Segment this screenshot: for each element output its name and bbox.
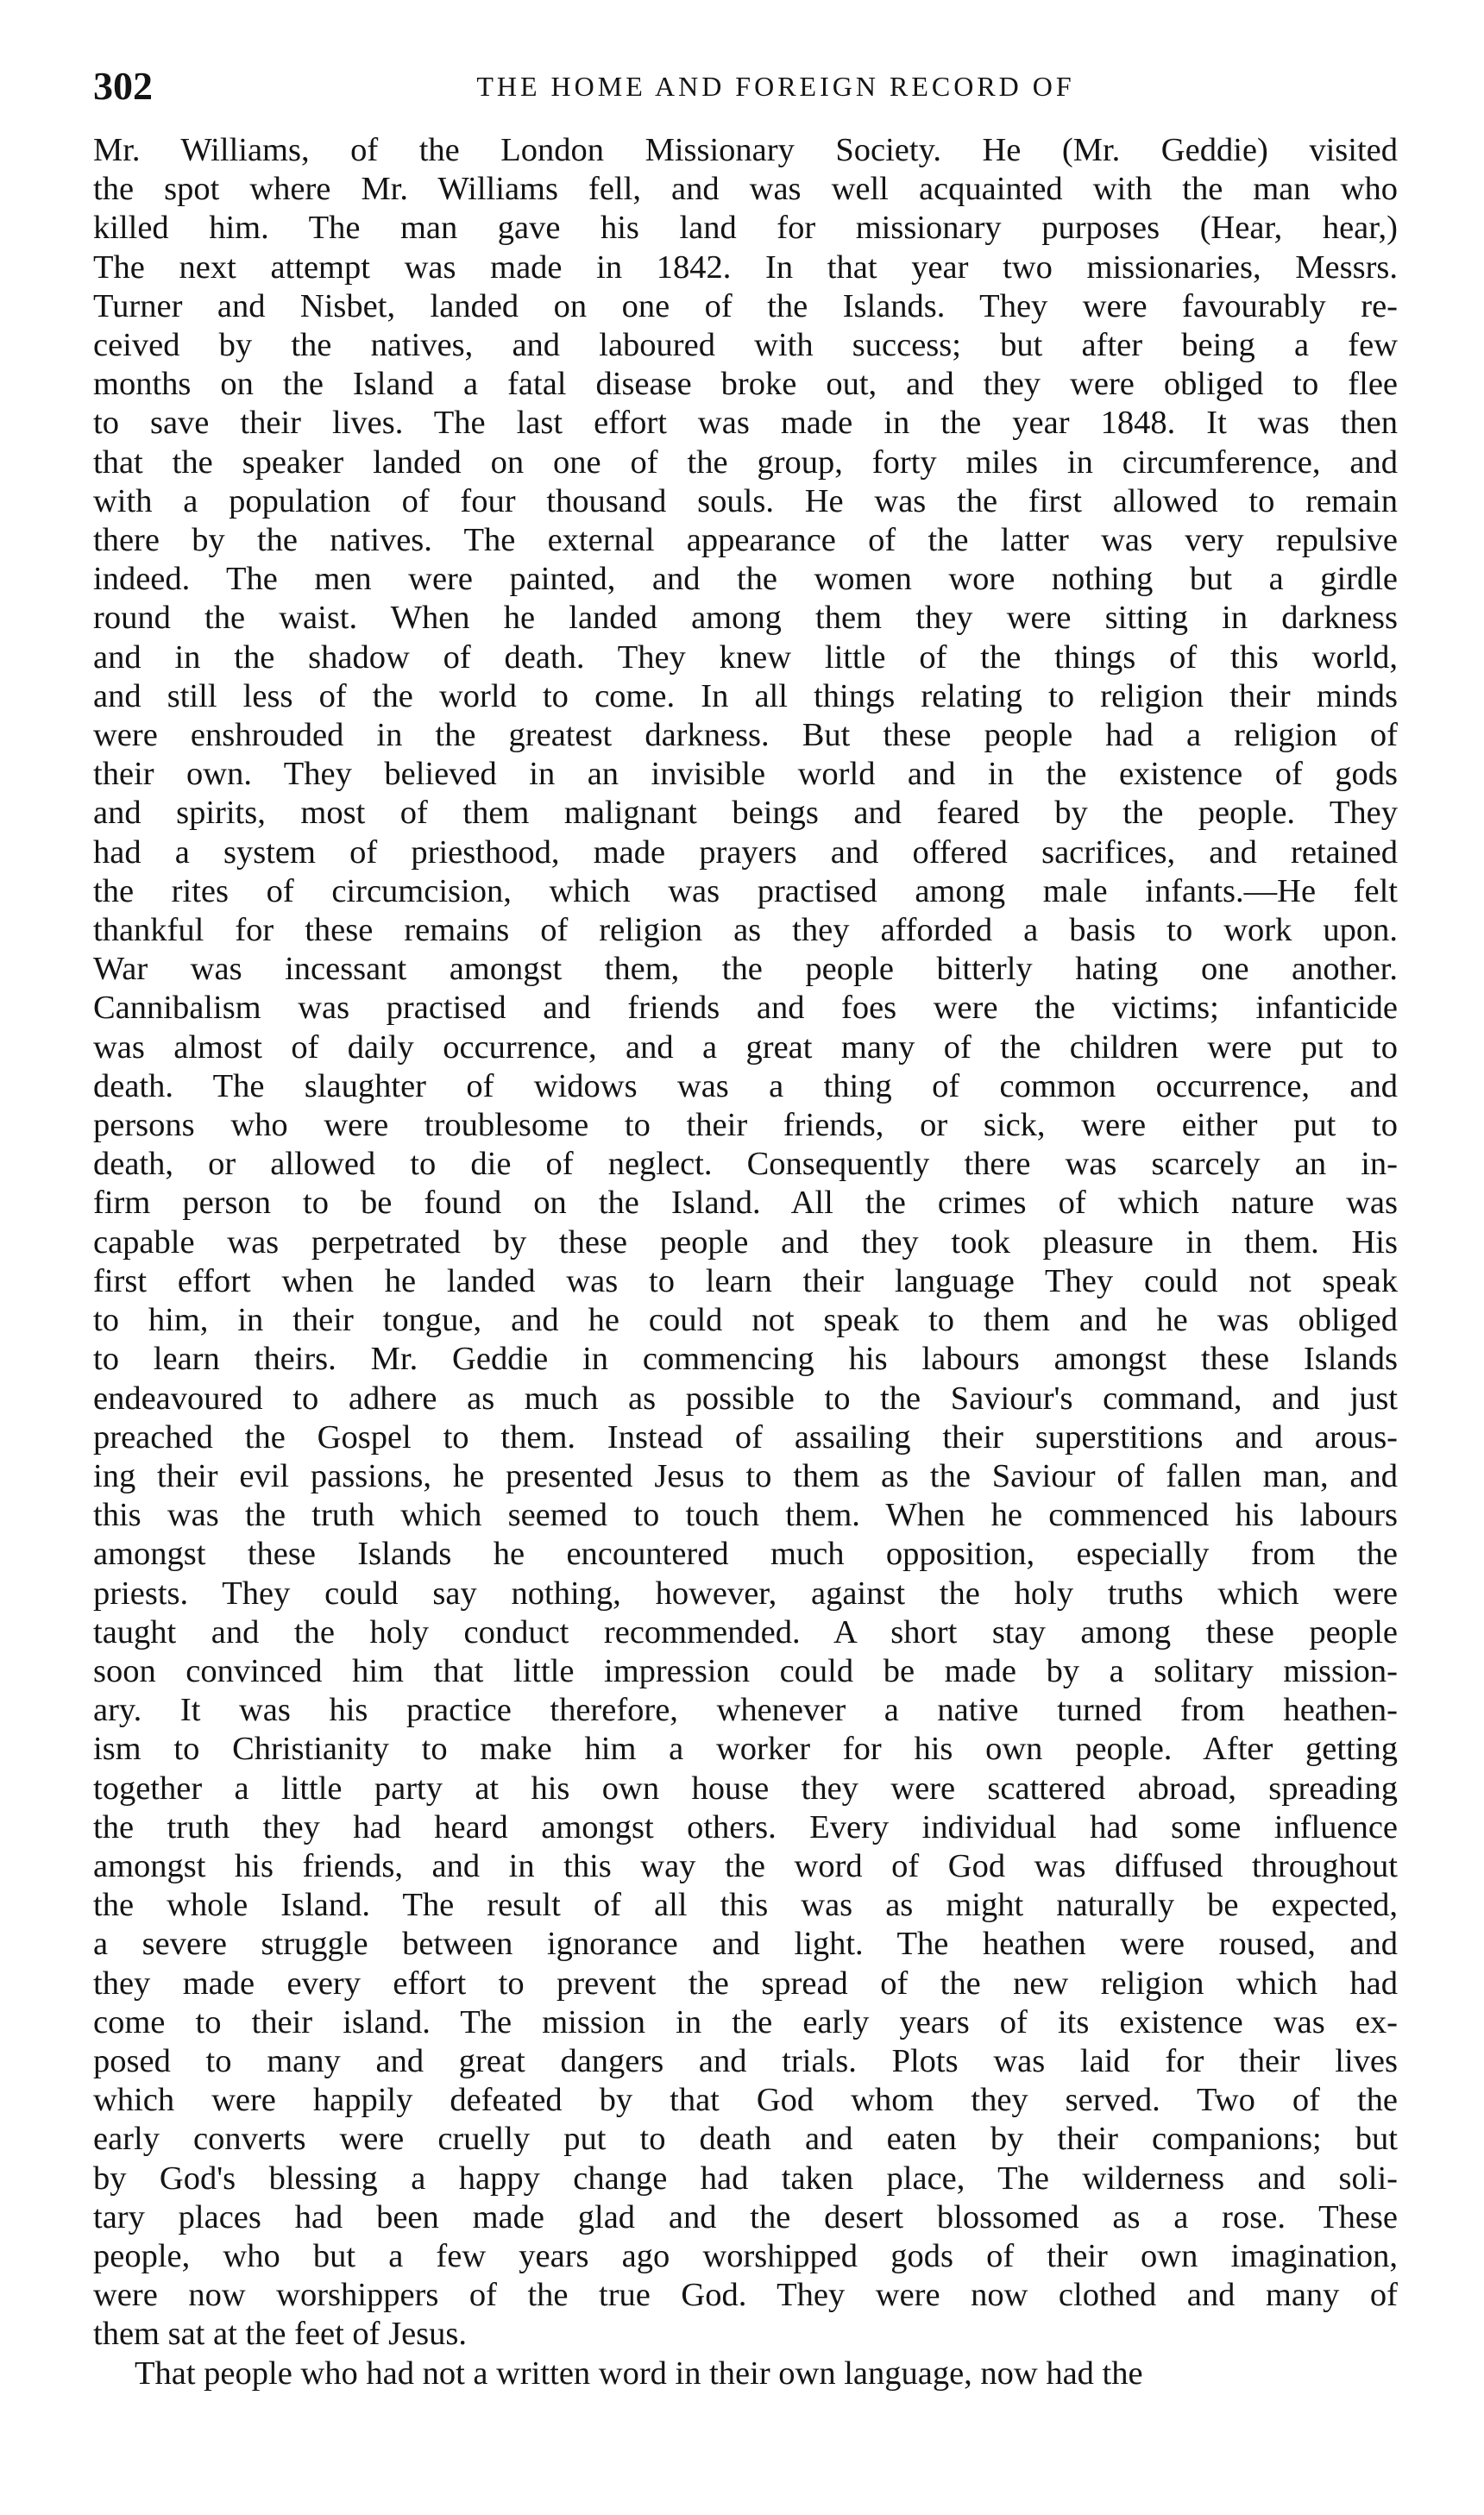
- text-line: the spot where Mr. Williams fell, and was well acquainted with the man who: [93, 171, 1398, 208]
- text-line: this was the truth which seemed to touch them. When he commenced his labours: [93, 1497, 1398, 1534]
- text-line: the truth they had heard amongst others. Every individual had some influence: [93, 1808, 1398, 1845]
- text-line: them sat at the feet of Jesus.: [93, 2316, 467, 2353]
- text-line: soon convinced him that little impression could be made by a solitary mission-: [93, 1652, 1398, 1689]
- text-line: amongst these Islands he encountered much opposition, especially from the: [93, 1536, 1398, 1573]
- text-line: firm person to be found on the Island. All the crimes of which nature was: [93, 1185, 1398, 1222]
- text-line: were enshrouded in the greatest darkness. But these people had a religion of: [93, 717, 1398, 754]
- text-line: priests. They could say nothing, however, against the holy truths which were: [93, 1575, 1398, 1612]
- text-line: to him, in their tongue, and he could not speak to them and he was obliged: [93, 1302, 1398, 1339]
- text-line: first effort when he landed was to learn their language They could not speak: [93, 1262, 1398, 1299]
- text-line: capable was perpetrated by these people and they took pleasure in them. His: [93, 1223, 1398, 1261]
- text-line: by God's blessing a happy change had taken place, The wilderness and soli-: [93, 2160, 1398, 2197]
- text-line: and in the shadow of death. They knew little of the things of this world,: [93, 638, 1398, 676]
- text-line: indeed. The men were painted, and the women wore nothing but a girdle: [93, 561, 1398, 598]
- text-line: their own. They believed in an invisible world and in the existence of gods: [93, 756, 1398, 793]
- text-line: War was incessant amongst them, the people bitterly hating one another.: [93, 951, 1398, 988]
- text-line: come to their island. The mission in the early years of its existence was ex-: [93, 2003, 1398, 2040]
- closing-paragraph: [93, 2355, 1398, 2393]
- text-line: to learn theirs. Mr. Geddie in commencing his labours amongst these Islands: [93, 1341, 1398, 1378]
- text-line: endeavoured to adhere as much as possible to the Saviour's command, and just: [93, 1380, 1398, 1417]
- page-number: 302: [93, 64, 153, 108]
- text-line: had a system of priesthood, made prayers and offered sacrifices, and retained: [93, 833, 1398, 871]
- text-line: The next attempt was made in 1842. In that year two missionaries, Messrs.: [93, 248, 1398, 286]
- text-line: a severe struggle between ignorance and light. The heathen were roused, and: [93, 1926, 1398, 1963]
- text-line: people, who but a few years ago worshipped gods of their own imagination,: [93, 2237, 1398, 2274]
- text-line: with a population of four thousand souls. He was the first allowed to remain: [93, 482, 1398, 519]
- text-line: preached the Gospel to them. Instead of assailing their superstitions and arous-: [93, 1418, 1398, 1456]
- text-line: tary places had been made glad and the desert blossomed as a rose. These: [93, 2198, 1398, 2235]
- text-line: was almost of daily occurrence, and a great many of the children were put to: [93, 1028, 1398, 1066]
- text-line: and still less of the world to come. In all things relating to religion their minds: [93, 677, 1398, 714]
- text-line: the rites of circumcision, which was practised among male infants.—He felt: [93, 872, 1398, 909]
- text-line: ism to Christianity to make him a worker for his own people. After getting: [93, 1731, 1398, 1768]
- text-line: ary. It was his practice therefore, whenever a native turned from heathen-: [93, 1692, 1398, 1729]
- text-line: posed to many and great dangers and trials. Plots was laid for their lives: [93, 2042, 1398, 2079]
- text-line: amongst his friends, and in this way the word of God was diffused throughout: [93, 1847, 1398, 1884]
- text-line: to save their lives. The last effort was made in the year 1848. It was then: [93, 405, 1398, 442]
- text-line: persons who were troublesome to their friends, or sick, were either put to: [93, 1107, 1398, 1144]
- text-line: Cannibalism was practised and friends and foes were the victims; infanticide: [93, 990, 1398, 1027]
- text-line: there by the natives. The external appearance of the latter was very repulsive: [93, 522, 1398, 559]
- text-line: that the speaker landed on one of the group, forty miles in circumference, and: [93, 443, 1398, 481]
- text-line: death. The slaughter of widows was a thing of common occurrence, and: [93, 1067, 1398, 1104]
- text-line: ing their evil passions, he presented Jesus to them as the Saviour of fallen man, and: [93, 1457, 1398, 1494]
- text-line: which were happily defeated by that God whom they served. Two of the: [93, 2082, 1398, 2119]
- text-line: death, or allowed to die of neglect. Consequently there was scarcely an in-: [93, 1146, 1398, 1183]
- text-line: they made every effort to prevent the spread of the new religion which had: [93, 1965, 1398, 2002]
- text-line: Turner and Nisbet, landed on one of the Islands. They were favourably re-: [93, 287, 1398, 324]
- text-line: That people who had not a written word in their own language, now had the: [135, 2355, 1143, 2392]
- text-line: killed him. The man gave his land for missionary purposes (Hear, hear,): [93, 210, 1398, 247]
- text-line: thankful for these remains of religion as they afforded a basis to work upon.: [93, 912, 1398, 949]
- text-line: and spirits, most of them malignant beings and feared by the people. They: [93, 795, 1398, 832]
- text-line: ceived by the natives, and laboured with success; but after being a few: [93, 327, 1398, 364]
- text-line: taught and the holy conduct recommended. A short stay among these people: [93, 1613, 1398, 1650]
- body-paragraph: [93, 131, 1398, 2355]
- text-line: months on the Island a fatal disease broke out, and they were obliged to flee: [93, 366, 1398, 403]
- text-line: Mr. Williams, of the London Missionary Society. He (Mr. Geddie) visited: [93, 132, 1398, 168]
- page-header: [93, 60, 1398, 112]
- text-line: the whole Island. The result of all this was as might naturally be expected,: [93, 1887, 1398, 1924]
- text-line: were now worshippers of the true God. They were now clothed and many of: [93, 2277, 1398, 2314]
- text-line: early converts were cruelly put to death and eaten by their companions; but: [93, 2121, 1398, 2158]
- text-line: together a little party at his own house they were scattered abroad, spreading: [93, 1770, 1398, 1807]
- document-page: [93, 60, 1398, 2393]
- running-title: THE HOME AND FOREIGN RECORD OF: [476, 71, 1075, 102]
- text-line: round the waist. When he landed among them they were sitting in darkness: [93, 600, 1398, 637]
